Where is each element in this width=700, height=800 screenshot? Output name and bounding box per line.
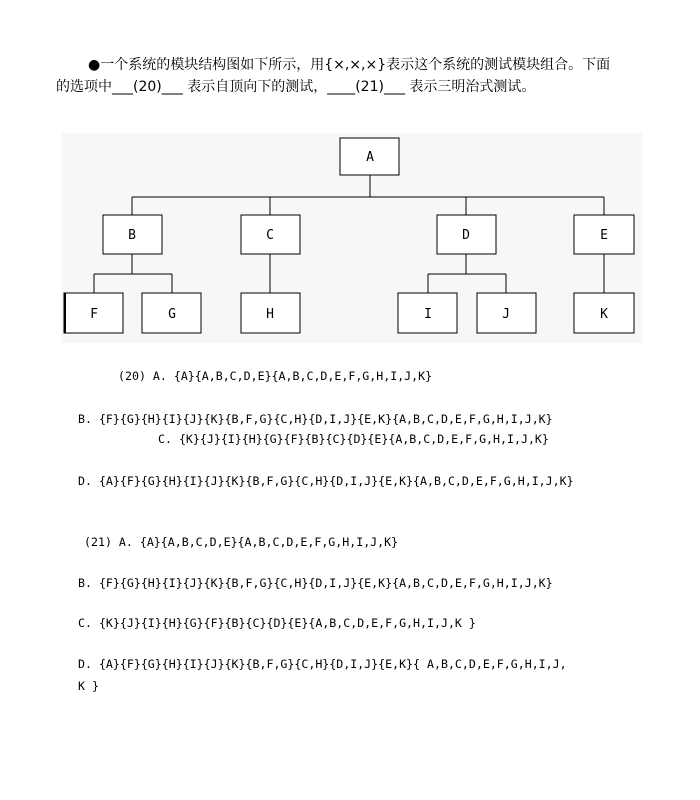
q20-option-d: D. {A}{F}{G}{H}{I}{J}{K}{B,F,G}{C,H}{D,I,J}{E,K}{A,B,C,D,E,F,G,H,I,J,K} [78,474,574,488]
module-label-b: B [128,228,136,243]
q21-option-b: B. {F}{G}{H}{I}{J}{K}{B,F,G}{C,H}{D,I,J}{E,K}{A,B,C,D,E,F,G,H,I,J,K} [78,576,553,590]
q21-option-a: (21) A. {A}{A,B,C,D,E}{A,B,C,D,E,F,G,H,I,J,K} [84,535,399,549]
q21-option-d-line2: K } [78,679,99,693]
module-label-e: E [600,228,608,243]
blank-20-post: ___ [161,79,183,95]
q21-option-d-line1: D. {A}{F}{G}{H}{I}{J}{K}{B,F,G}{C,H}{D,I,J}{E,K}{ A,B,C,D,E,F,G,H,I,J, [78,657,567,671]
module-label-g: G [168,307,176,322]
question-mid: 表示自顶向下的测试， [182,79,328,95]
blank-21-number: (21) [355,79,384,95]
q20-option-b: B. {F}{G}{H}{I}{J}{K}{B,F,G}{C,H}{D,I,J}{E,K}{A,B,C,D,E,F,G,H,I,J,K} [78,412,553,426]
question-text [56,54,621,98]
blank-20-number: (20) [133,79,162,95]
question-tail: 表示三明治式测试。 [404,79,536,95]
module-label-a: A [366,150,374,165]
q20-option-c: C. {K}{J}{I}{H}{G}{F}{B}{C}{D}{E}{A,B,C,D,E,F,G,H,I,J,K} [158,432,549,446]
blank-21-pre: ____ [327,79,356,95]
q21-option-c: C. {K}{J}{I}{H}{G}{F}{B}{C}{D}{E}{A,B,C,D,E,F,G,H,I,J,K } [78,616,476,630]
module-structure-diagram [62,133,642,343]
question-intro: 一个系统的模块结构图如下所示，用{×,×,×}表示这个系统的测试模块组合。下面的选项中 [56,57,611,95]
module-label-i: I [424,307,432,322]
bullet: ● [88,57,101,73]
module-label-k: K [600,307,608,322]
q20-option-a: (20) A. {A}{A,B,C,D,E}{A,B,C,D,E,F,G,H,I,J,K} [118,369,433,383]
module-label-h: H [266,307,274,322]
blank-21-post: ___ [383,79,405,95]
module-label-c: C [266,228,274,243]
module-label-d: D [462,228,470,243]
module-label-f: F [90,307,98,322]
module-label-j: J [502,307,510,322]
blank-20-pre: ___ [112,79,133,95]
